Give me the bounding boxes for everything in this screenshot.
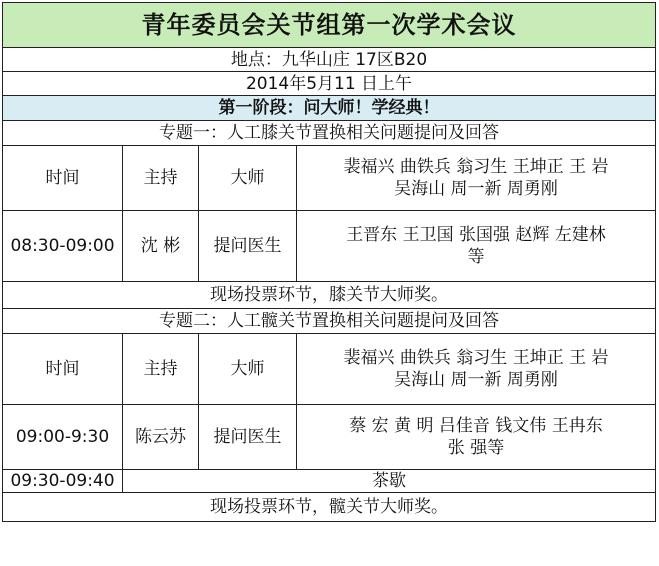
session1-header-host: 主持 (123, 146, 199, 211)
session1-topic-row (3, 121, 656, 146)
session1-masters (297, 146, 656, 211)
session2-vote-row (3, 493, 656, 522)
session1-role: 提问医生 (199, 211, 297, 282)
phase-heading: 第一阶段：问大师！学经典！ (3, 96, 656, 121)
title-row (3, 3, 656, 48)
session2-vote: 现场投票环节，髋关节大师奖。 (3, 493, 656, 522)
session1-host: 沈 彬 (123, 211, 199, 282)
session2-topic: 专题二：人工髋关节置换相关问题提问及回答 (3, 309, 656, 334)
session1-doctors-line2: 等 (467, 247, 485, 267)
session1-header-row (3, 146, 656, 211)
session2-doctors-line1: 蔡 宏 黄 明 吕佳音 钱文伟 王冉东 (349, 416, 603, 436)
session2-header-row (3, 334, 656, 405)
session2-doctors (297, 405, 656, 470)
session1-doctors-line1: 王晋东 王卫国 张国强 赵辉 左建林 (346, 225, 606, 245)
phase-row (3, 96, 656, 121)
session1-vote-row (3, 282, 656, 309)
session2-role: 提问医生 (199, 405, 297, 470)
session2-header-host: 主持 (123, 334, 199, 405)
session2-masters (297, 334, 656, 405)
session2-data-row (3, 405, 656, 470)
session1-topic: 专题一：人工膝关节置换相关问题提问及回答 (3, 121, 656, 146)
schedule-table (2, 2, 656, 522)
session2-header-master: 大师 (199, 334, 297, 405)
session2-time: 09:00-9:30 (3, 405, 123, 470)
location-row (3, 48, 656, 72)
session2-masters-line2: 吴海山 周一新 周勇刚 (394, 370, 558, 390)
schedule-sheet (2, 2, 655, 563)
date-row (3, 72, 656, 96)
session2-topic-row (3, 309, 656, 334)
session2-host: 陈云苏 (123, 405, 199, 470)
date-text: 2014年5月11 日上午 (3, 72, 656, 96)
session1-time: 08:30-09:00 (3, 211, 123, 282)
session2-masters-line1: 裴福兴 曲铁兵 翁习生 王坤正 王 岩 (343, 348, 609, 368)
tea-break-row (3, 470, 656, 493)
location-text: 地点：九华山庄 17区B20 (3, 48, 656, 72)
session1-header-time: 时间 (3, 146, 123, 211)
session2-header-time: 时间 (3, 334, 123, 405)
page-title: 青年委员会关节组第一次学术会议 (3, 3, 656, 48)
tea-break-label: 茶歇 (123, 470, 656, 493)
session2-doctors-line2: 张 强等 (447, 438, 505, 458)
tea-break-time: 09:30-09:40 (3, 470, 123, 493)
session1-masters-line1: 裴福兴 曲铁兵 翁习生 王坤正 王 岩 (343, 157, 609, 177)
session1-header-master: 大师 (199, 146, 297, 211)
session1-vote: 现场投票环节，膝关节大师奖。 (3, 282, 656, 309)
session1-masters-line2: 吴海山 周一新 周勇刚 (394, 179, 558, 199)
session1-doctors (297, 211, 656, 282)
session1-data-row (3, 211, 656, 282)
